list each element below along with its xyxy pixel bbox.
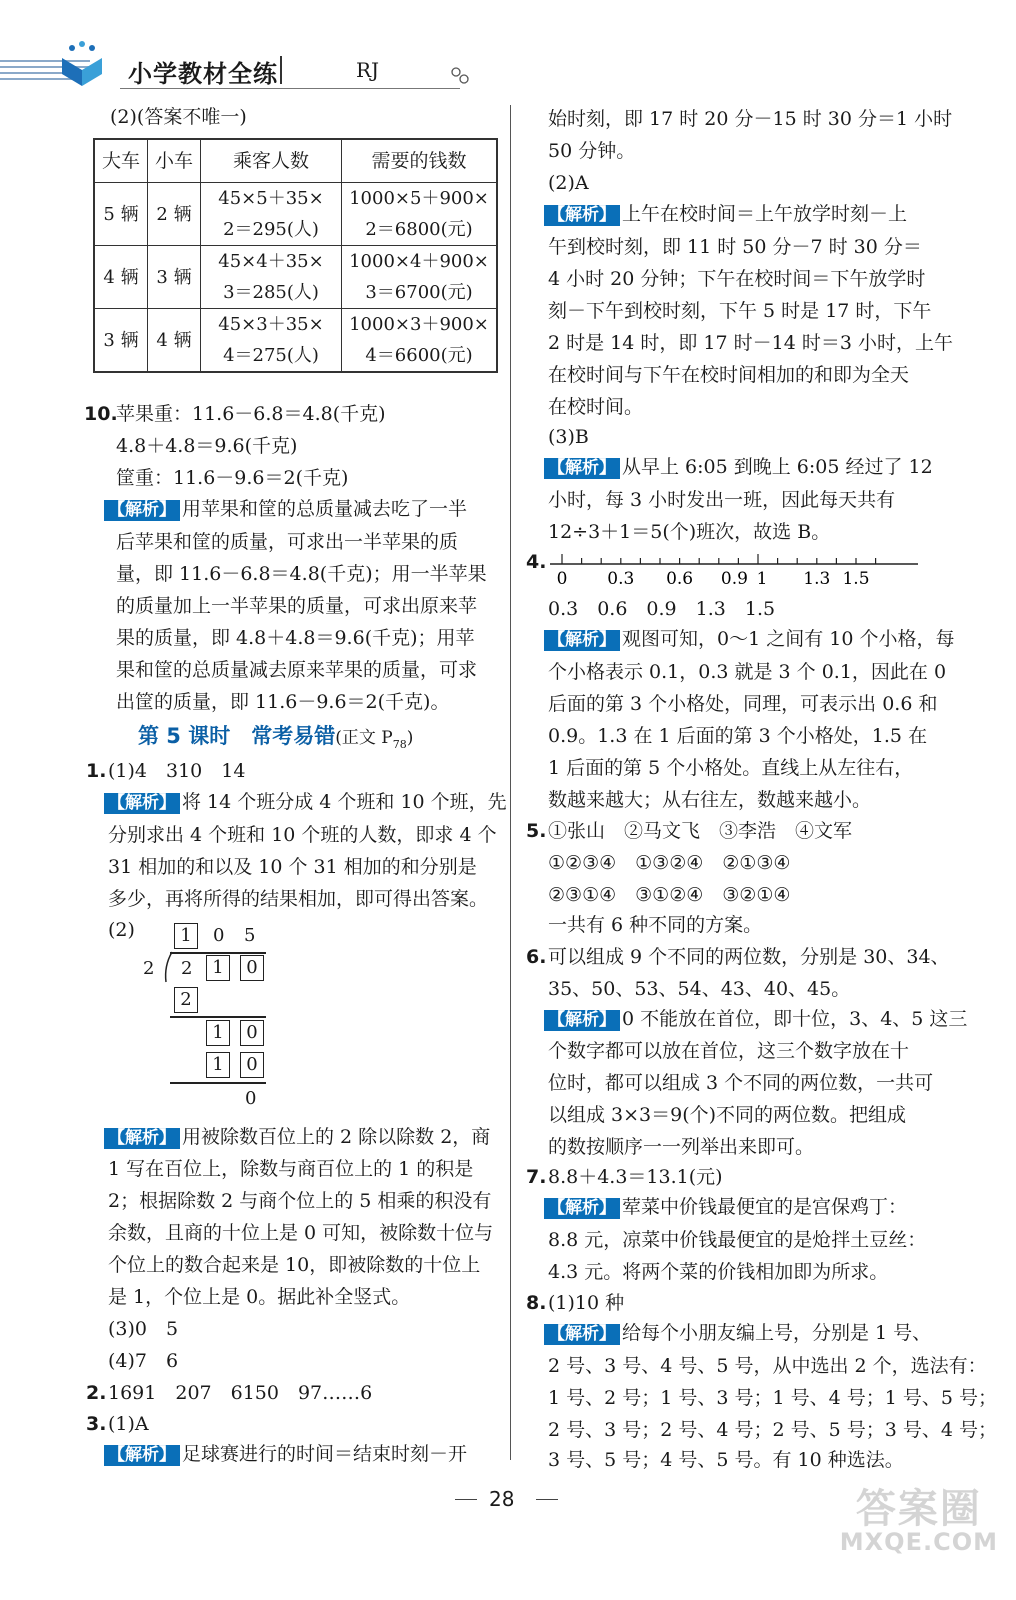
- analysis-line: 2 时是 14 时，即 17 时－14 时＝3 小时，上午: [548, 332, 953, 354]
- footer-dash: [536, 1499, 558, 1500]
- quotient-digit: 0: [213, 925, 225, 946]
- table-row: [94, 246, 497, 309]
- analysis-line: 4.3 元。将两个菜的价钱相加即为所求。: [548, 1261, 889, 1283]
- dividend-box: 1: [206, 955, 230, 981]
- analysis-line: 0.9。1.3 在 1 后面的第 3 个小格处，1.5 在: [548, 725, 928, 747]
- number-line-labels: [557, 569, 870, 588]
- analysis-line: 的质量加上一半苹果的质量，可求出原来苹: [116, 595, 478, 617]
- analysis-text: 用苹果和筐的总质量减去吃了一半: [182, 498, 468, 520]
- table-cell: [342, 309, 498, 373]
- q9-part2-label: (2)(答案不唯一): [110, 106, 247, 128]
- answer-line: 苹果重：11.6－6.8＝4.8(千克): [116, 403, 386, 425]
- number-line-label: 0.3: [607, 569, 635, 588]
- number-line-label: 0.9: [720, 569, 748, 588]
- analysis-tag: 【解析】: [104, 1445, 180, 1466]
- cell-line: 3＝6700(元): [365, 282, 473, 303]
- analysis-line: [544, 1198, 907, 1219]
- answer-line: 筐重：11.6－9.6＝2(千克): [116, 467, 349, 489]
- analysis-line: 8.8 元，凉菜中价钱最便宜的是炝拌土豆丝：: [548, 1229, 927, 1251]
- analysis-tag: 【解析】: [544, 1010, 620, 1031]
- cell-line: 3＝285(人): [223, 282, 319, 303]
- analysis-text: 从早上 6:05 到晚上 6:05 经过了 12: [622, 456, 933, 478]
- remainder-box: 1: [206, 1020, 230, 1046]
- question-number: 6.: [526, 946, 547, 968]
- product-box: 1: [206, 1052, 230, 1078]
- answer-line: (3)B: [548, 426, 589, 448]
- number-line-label: 1.5: [842, 569, 870, 588]
- table-cell: [201, 309, 342, 373]
- cell-line: 2＝295(人): [223, 219, 319, 240]
- text-line: 50 分钟。: [548, 140, 636, 162]
- lesson-ref: (正文 P: [335, 728, 393, 748]
- number-line-label: 0: [556, 569, 568, 588]
- analysis-line: 4 小时 20 分钟；下午在校时间＝下午放学时: [548, 268, 926, 290]
- division-bar: [170, 952, 266, 954]
- cell-line: 1000×4＋900×: [349, 251, 489, 272]
- analysis-line: 果和筐的总质量减去原来苹果的质量，可求: [116, 659, 478, 681]
- analysis-text: 荤菜中价钱最便宜的是宫保鸡丁：: [622, 1196, 908, 1218]
- dividend-box: 0: [240, 955, 264, 981]
- table-cell: 3 辆: [94, 309, 148, 373]
- cell-line: 45×4＋35×: [218, 251, 324, 272]
- lesson-ref-end: ): [406, 728, 414, 748]
- question-number: 8.: [526, 1292, 547, 1314]
- answer-line: ①张山 ②马文飞 ③李浩 ④文军: [548, 820, 853, 842]
- product-box: 2: [174, 987, 198, 1013]
- chain-icon: [450, 66, 472, 86]
- analysis-line: 多少，再将所得的结果相加，即可得出答案。: [108, 888, 489, 910]
- watermark-text: 答案圈: [855, 1486, 982, 1532]
- analysis-line: 1 号、2 号；1 号、3 号；1 号、4 号；1 号、5 号；: [548, 1387, 998, 1409]
- analysis-text: 将 14 个班分成 4 个班和 10 个班，先: [182, 791, 507, 813]
- analysis-tag: 【解析】: [544, 1324, 620, 1345]
- header-edition: RJ: [356, 58, 380, 82]
- analysis-tag: 【解析】: [544, 1198, 620, 1219]
- table-row: [94, 309, 497, 373]
- analysis-line: [544, 458, 933, 479]
- analysis-text: 用被除数百位上的 2 除以除数 2，商: [182, 1126, 491, 1148]
- analysis-line: 小时，每 3 小时发出一班，因此每天共有: [548, 489, 896, 511]
- analysis-line: 1 写在百位上，除数与商百位上的 1 的积是: [108, 1158, 474, 1180]
- text-line: 始时刻，即 17 时 20 分－15 时 30 分＝1 小时: [548, 108, 953, 130]
- table-header-cell: 小车: [148, 139, 201, 183]
- analysis-line: 2；根据除数 2 与商个位上的 5 相乘的积没有: [108, 1190, 492, 1212]
- division-bracket: [160, 950, 174, 984]
- question-number: 1.: [86, 760, 107, 782]
- cell-line: 45×3＋35×: [218, 314, 324, 335]
- question-number: 3.: [86, 1413, 107, 1435]
- cell-line: 2＝6800(元): [365, 219, 473, 240]
- analysis-tag: 【解析】: [544, 205, 620, 226]
- table-header-cell: 需要的钱数: [342, 139, 498, 183]
- answer-line: (1)A: [108, 1413, 149, 1435]
- answer-line: (1)10 种: [548, 1292, 625, 1314]
- answer-line: 一共有 6 种不同的方案。: [548, 914, 763, 936]
- lesson-title: 第 5 课时 常考易错: [138, 724, 336, 748]
- question-number: 10.: [84, 403, 118, 425]
- analysis-line: [104, 793, 507, 814]
- analysis-tag: 【解析】: [544, 630, 620, 651]
- analysis-line: 个小格表示 0.1，0.3 就是 3 个 0.1，因此在 0: [548, 661, 947, 683]
- analysis-text: 0 不能放在首位，即十位，3、4、5 这三: [622, 1008, 968, 1030]
- answer-line: (4)7 6: [108, 1350, 179, 1372]
- analysis-line: [544, 1324, 931, 1345]
- answer-line: 35、50、53、54、43、40、45。: [548, 978, 851, 1000]
- answer-line: (2)A: [548, 172, 589, 194]
- analysis-line: 是 1，个位上是 0。据此补全竖式。: [108, 1286, 411, 1308]
- number-line: [546, 548, 922, 588]
- product-box: 0: [240, 1052, 264, 1078]
- number-line-label: 1.3: [803, 569, 831, 588]
- analysis-line: 量，即 11.6－6.8＝4.8(千克)；用一半苹果: [116, 563, 487, 585]
- analysis-line: [104, 500, 467, 521]
- question-number: 4.: [526, 551, 547, 573]
- analysis-line: 的数按顺序一一列举出来即可。: [548, 1136, 815, 1158]
- cell-line: 1000×3＋900×: [349, 314, 489, 335]
- analysis-line: 在校时间与下午在校时间相加的和即为全天: [548, 364, 910, 386]
- table-cell: 4 辆: [148, 309, 201, 373]
- answer-line: ②③①④ ③①②④ ③②①④: [548, 884, 791, 906]
- table-header-cell: 乘客人数: [201, 139, 342, 183]
- question-number: 2.: [86, 1382, 107, 1404]
- analysis-line: 刻－下午到校时刻，下午 5 时是 17 时，下午: [548, 300, 932, 322]
- table-cell: 3 辆: [148, 246, 201, 309]
- number-line-label: 1: [756, 569, 768, 588]
- analysis-line: 个数字都可以放在首位，这三个数字放在十: [548, 1040, 910, 1062]
- subtraction-line: [170, 1016, 266, 1018]
- table-row: [94, 183, 497, 246]
- analysis-line: 余数，且商的十位上是 0 可知，被除数十位与: [108, 1222, 494, 1244]
- table-cell: [201, 246, 342, 309]
- book-logo-icon: [58, 40, 110, 90]
- analysis-tag: 【解析】: [104, 793, 180, 814]
- analysis-line: 午到校时刻，即 11 时 50 分－7 时 30 分＝: [548, 236, 922, 258]
- analysis-line: 后苹果和筐的质量，可求出一半苹果的质: [116, 531, 459, 553]
- answer-line: (2): [108, 919, 135, 941]
- cell-line: 4＝6600(元): [365, 345, 473, 366]
- divisor-digit: 2: [143, 958, 155, 979]
- remainder-box: 0: [240, 1020, 264, 1046]
- lesson-ref-page: 78: [392, 737, 407, 751]
- table-cell: 2 辆: [148, 183, 201, 246]
- quotient-box: 1: [174, 923, 198, 949]
- header-rule: [120, 88, 460, 89]
- answer-line: ①②③④ ①③②④ ②①③④: [548, 852, 791, 874]
- analysis-line: 位时，都可以组成 3 个不同的两位数，一共可: [548, 1072, 934, 1094]
- analysis-line: 3 号、5 号；4 号、5 号。有 10 种选法。: [548, 1449, 904, 1471]
- table-cell: 5 辆: [94, 183, 148, 246]
- answer-line: 8.8＋4.3＝13.1(元): [548, 1166, 723, 1188]
- table-cell: [342, 183, 498, 246]
- header-separator: [280, 56, 282, 84]
- dividend-digit: 2: [181, 958, 193, 979]
- analysis-tag: 【解析】: [544, 458, 620, 479]
- question-number: 7.: [526, 1166, 547, 1188]
- analysis-text: 观图可知，0～1 之间有 10 个小格，每: [622, 628, 955, 650]
- table-cell: [342, 246, 498, 309]
- header-title: 小学教材全练: [128, 60, 278, 88]
- analysis-line: [104, 1128, 490, 1149]
- analysis-line: [544, 630, 954, 651]
- analysis-line: 个位上的数合起来是 10，即被除数的十位上: [108, 1254, 481, 1276]
- page-number: 28: [489, 1487, 515, 1511]
- analysis-line: 后面的第 3 个小格处，同理，可表示出 0.6 和: [548, 693, 938, 715]
- analysis-tag: 【解析】: [104, 500, 180, 521]
- lesson-heading: [138, 726, 413, 750]
- answer-line: 可以组成 9 个不同的两位数，分别是 30、34、: [548, 946, 950, 968]
- answer-line: 1691 207 6150 97……6: [108, 1382, 373, 1404]
- cell-line: 45×5＋35×: [218, 188, 324, 209]
- watermark-url: MXQE.COM: [839, 1528, 998, 1556]
- analysis-tag: 【解析】: [104, 1128, 180, 1149]
- subtraction-line: [170, 1082, 266, 1084]
- answer-line: (1)4 310 14: [108, 760, 246, 782]
- analysis-text: 给每个小朋友编上号，分别是 1 号、: [622, 1322, 932, 1344]
- column-divider: [510, 105, 511, 1460]
- analysis-line: [544, 1010, 967, 1031]
- analysis-line: [544, 205, 907, 226]
- footer-dash: [455, 1499, 477, 1500]
- cell-line: 1000×5＋900×: [349, 188, 489, 209]
- answer-line: (3)0 5: [108, 1318, 179, 1340]
- analysis-line: 2 号、3 号；2 号、4 号；2 号、5 号；3 号、4 号；: [548, 1419, 998, 1441]
- analysis-text: 足球赛进行的时间＝结束时刻－开: [182, 1443, 468, 1465]
- question-number: 5.: [526, 820, 547, 842]
- answer-line: 0.3 0.6 0.9 1.3 1.5: [548, 598, 776, 620]
- quotient-digit: 5: [244, 925, 256, 946]
- number-line-ticks: [562, 554, 876, 564]
- analysis-line: 出筐的质量，即 11.6－9.6＝2(千克)。: [116, 691, 450, 713]
- table-header-row: [94, 139, 497, 183]
- table-cell: 4 辆: [94, 246, 148, 309]
- final-remainder: 0: [245, 1088, 257, 1109]
- watermark: [840, 1488, 998, 1555]
- analysis-line: [104, 1445, 467, 1466]
- number-line-label: 0.6: [666, 569, 694, 588]
- analysis-line: 31 相加的和以及 10 个 31 相加的和分别是: [108, 856, 477, 878]
- analysis-line: 12÷3＋1＝5(个)班次，故选 B。: [548, 521, 831, 543]
- analysis-line: 果的质量，即 4.8＋4.8＝9.6(千克)；用苹: [116, 627, 475, 649]
- analysis-line: 1 后面的第 5 个小格处。直线上从左往右，: [548, 757, 914, 779]
- analysis-line: 以组成 3×3＝9(个)不同的两位数。把组成: [548, 1104, 907, 1126]
- analysis-line: 数越来越大；从右往左，数越来越小。: [548, 789, 872, 811]
- analysis-line: 在校时间。: [548, 396, 644, 418]
- answer-line: 4.8＋4.8＝9.6(千克): [116, 435, 298, 457]
- analysis-line: 分别求出 4 个班和 10 个班的人数，即求 4 个: [108, 824, 497, 846]
- table-header-cell: 大车: [94, 139, 148, 183]
- table-cell: [201, 183, 342, 246]
- analysis-line: 2 号、3 号、4 号、5 号，从中选出 2 个，选法有：: [548, 1355, 987, 1377]
- cell-line: 4＝275(人): [223, 345, 319, 366]
- answer-table: [93, 138, 498, 373]
- analysis-text: 上午在校时间＝上午放学时刻－上: [622, 203, 908, 225]
